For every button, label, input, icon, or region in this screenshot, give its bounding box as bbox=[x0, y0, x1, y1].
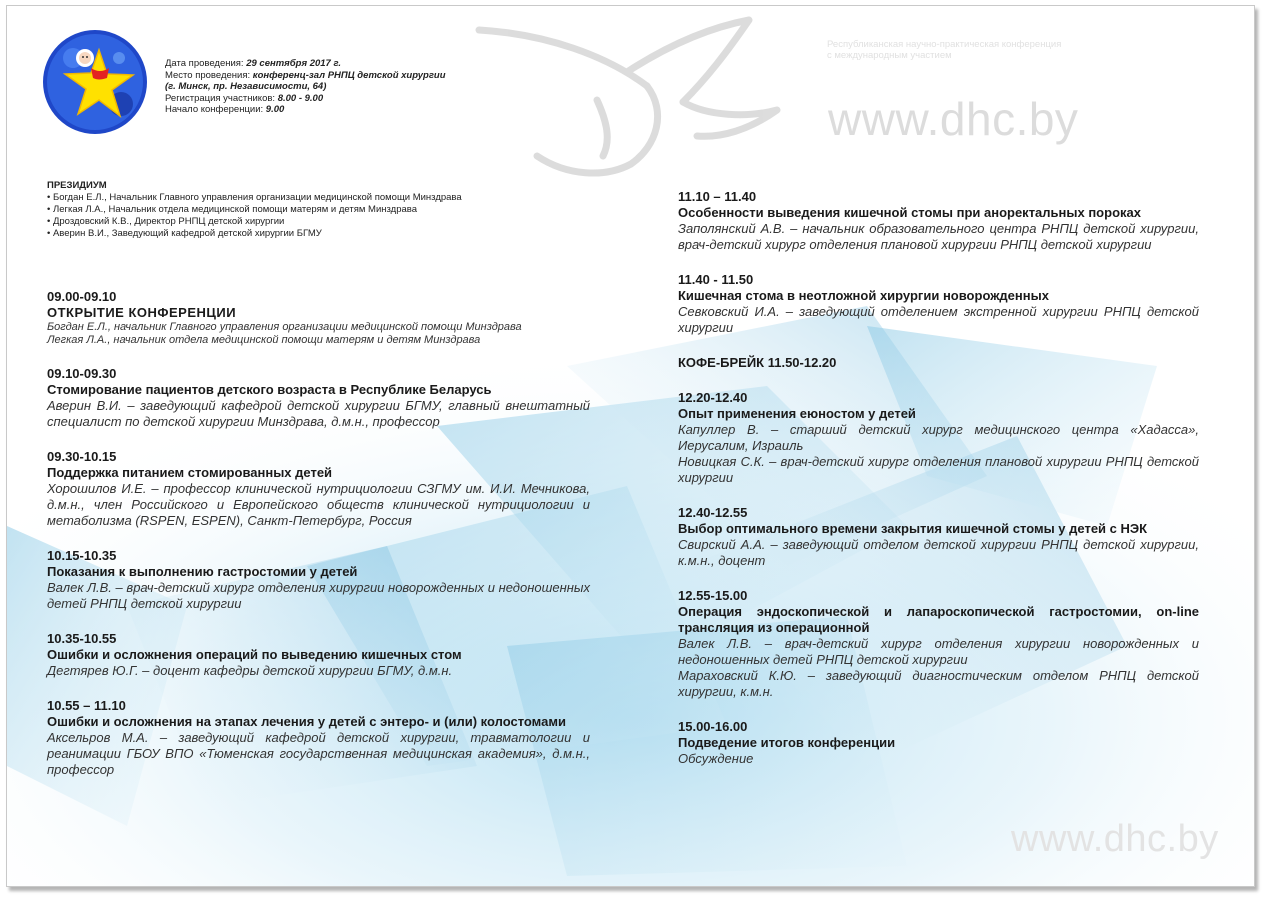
presidium-member: • Дроздовский К.В., Директор РНПЦ детской хирургии bbox=[47, 216, 285, 227]
program-speaker: Свирский А.А. – заведующий отделом детской хирургии РНПЦ детской хирургии, к.м.н., доцент bbox=[678, 537, 1199, 568]
program-time: 12.40-12.55 bbox=[678, 505, 748, 520]
program-time: 11.10 – 11.40 bbox=[678, 189, 757, 204]
program-item bbox=[678, 189, 1199, 253]
program-speaker: Новицкая С.К. – врач-детский хирург отделения плановой хирургии РНПЦ детской хирургии bbox=[678, 454, 1199, 485]
program-topic: Поддержка питанием стомированных детей bbox=[47, 465, 333, 481]
program-item bbox=[678, 588, 1199, 700]
program-speaker: Хорошилов И.Е. – профессор клинической нутрициологии СЗГМУ им. И.И. Мечникова, д.м.н., член Российского и Европейского обществ клинической нутрициологии и метаболизма (RSPEN, ESPEN), Санкт-Петербург, Россия bbox=[47, 481, 590, 529]
program-item bbox=[678, 272, 1199, 336]
program-item bbox=[47, 631, 590, 679]
program-topic: Кишечная стома в неотложной хирургии новорожденных bbox=[678, 288, 1049, 303]
program-time: 10.35-10.55 bbox=[47, 631, 117, 647]
program-item bbox=[47, 449, 590, 529]
program-speaker: Обсуждение bbox=[678, 751, 754, 766]
program-item bbox=[47, 366, 590, 430]
program-time: 12.55-15.00 bbox=[678, 588, 748, 603]
event-details bbox=[165, 58, 446, 116]
program-time: 10.15-10.35 bbox=[47, 548, 117, 564]
program-topic: Операция эндоскопической и лапароскопической гастростомии, on-line трансляция из операционной bbox=[678, 604, 1199, 635]
presidium-member: • Легкая Л.А., Начальник отдела медицинской помощи матерям и детям Минздрава bbox=[47, 204, 417, 215]
program-time: 09.30-10.15 bbox=[47, 449, 117, 465]
event-address: (г. Минск, пр. Независимости, 64) bbox=[165, 81, 327, 93]
program-topic: ОТКРЫТИЕ КОНФЕРЕНЦИИ bbox=[47, 305, 237, 320]
program-speaker: Заполянский А.В. – начальник образовательного центра РНПЦ детской хирургии, врач-детский хирург отделения плановой хирургии РНПЦ детской хирургии bbox=[678, 221, 1199, 252]
program-topic: Особенности выведения кишечной стомы при аноректальных пороках bbox=[678, 205, 1141, 220]
coffee-break bbox=[678, 355, 1199, 371]
program-topic: Ошибки и осложнения операций по выведению кишечных стом bbox=[47, 647, 462, 663]
program-item bbox=[678, 390, 1199, 486]
program-speaker: Валек Л.В. – врач-детский хирург отделения хирургии новорожденных и недоношенных детей РНПЦ детской хирургии bbox=[47, 580, 590, 612]
program-speaker: Богдан Е.Л., начальник Главного управления организации медицинской помощи Минздрава bbox=[47, 321, 522, 333]
website-watermark-top: www.dhc.by bbox=[828, 93, 1079, 145]
event-date: Дата проведения: 29 сентября 2017 г. bbox=[165, 58, 342, 69]
website-watermark-bottom: www.dhc.by bbox=[1011, 818, 1219, 860]
program-topic: Опыт применения еюностом у детей bbox=[678, 406, 916, 421]
program-speaker: Мараховский К.Ю. – заведующий диагностическим отделом РНПЦ детской хирургии, к.м.н. bbox=[678, 668, 1199, 699]
event-place: Место проведения: конференц-зал РНПЦ детской хирургии bbox=[165, 69, 446, 81]
program-item bbox=[678, 719, 1199, 767]
program-topic: Стомирование пациентов детского возраста в Республике Беларусь bbox=[47, 382, 492, 398]
conference-title: Республиканская научно-практическая конференция с международным участием bbox=[827, 39, 1062, 61]
program-topic: Показания к выполнению гастростомии у детей bbox=[47, 564, 358, 580]
presidium-member: • Аверин В.И., Заведующий кафедрой детской хирургии БГМУ bbox=[47, 228, 322, 239]
program-speaker: Севковский И.А. – заведующий отделением экстренной хирургии РНПЦ детской хирургии bbox=[678, 304, 1199, 335]
program-time: 15.00-16.00 bbox=[678, 719, 748, 734]
program-speaker: Легкая Л.А., начальник отдела медицинской помощи матерям и детям Минздрава bbox=[47, 334, 481, 347]
event-start: Начало конференции: 9.00 bbox=[165, 104, 285, 116]
program-item bbox=[47, 289, 590, 347]
program-time: КОФЕ-БРЕЙК 11.50-12.20 bbox=[678, 355, 837, 370]
program-time: 12.20-12.40 bbox=[678, 390, 748, 405]
presidium-heading: ПРЕЗИДИУМ bbox=[47, 180, 107, 191]
program-speaker: Аксельров М.А. – заведующий кафедрой детской хирургии, травматологии и реанимации ГБОУ ВПО «Тюменская государственная медицинская академия», д.м.н., профессор bbox=[47, 730, 590, 778]
program-time: 09.00-09.10 bbox=[47, 289, 117, 304]
program-speaker: Аверин В.И. – заведующий кафедрой детской хирургии БГМУ, главный внештатный специалист по детской хирургии Минздрава, д.м.н., профессор bbox=[47, 398, 590, 430]
program-item bbox=[47, 698, 590, 778]
program-page bbox=[6, 5, 1255, 887]
program-item bbox=[47, 548, 590, 612]
star-logo bbox=[41, 28, 149, 136]
program-speaker: Капуллер В. – старший детский хирург медицинского центра «Хадасса», Иерусалим, Израиль bbox=[678, 422, 1199, 453]
program-item bbox=[678, 505, 1199, 569]
program-left-column bbox=[47, 289, 590, 797]
presidium-member: • Богдан Е.Л., Начальник Главного управления организации медицинской помощи Минздрава bbox=[47, 192, 462, 203]
program-topic: Ошибки и осложнения на этапах лечения у детей с энтеро- и (или) колостомами bbox=[47, 714, 566, 730]
program-time: 10.55 – 11.10 bbox=[47, 698, 126, 714]
program-speaker: Валек Л.В. – врач-детский хирург отделения хирургии новорожденных и недоношенных детей РНПЦ детской хирургии bbox=[678, 636, 1199, 667]
program-topic: Выбор оптимального времени закрытия кишечной стомы у детей с НЭК bbox=[678, 521, 1148, 536]
program-right-column bbox=[678, 189, 1199, 786]
program-time: 09.10-09.30 bbox=[47, 366, 117, 382]
program-topic: Подведение итогов конференции bbox=[678, 735, 896, 750]
program-speaker: Дегтярев Ю.Г. – доцент кафедры детской хирургии БГМУ, д.м.н. bbox=[47, 663, 453, 679]
program-time: 11.40 - 11.50 bbox=[678, 272, 754, 287]
event-registration: Регистрация участников: 8.00 - 9.00 bbox=[165, 92, 324, 104]
presidium bbox=[47, 180, 462, 240]
